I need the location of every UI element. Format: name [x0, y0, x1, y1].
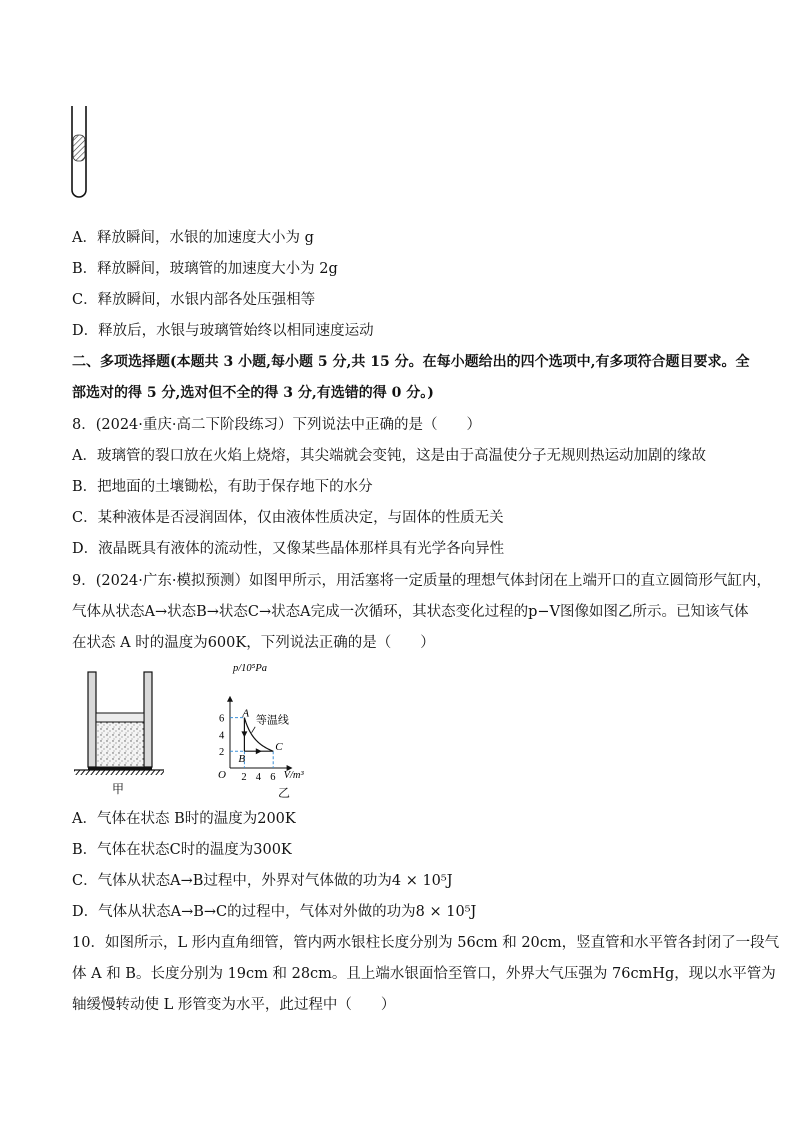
q9-option-b: B．气体在状态C时的温度为300K — [72, 842, 292, 858]
pv-chart — [206, 660, 376, 786]
q8-stem: 8．(2024·重庆·高二下阶段练习）下列说法中正确的是（ ） — [72, 417, 481, 433]
x-axis-label: V/m³ — [283, 770, 304, 781]
isotherm-label: 等温线 — [255, 714, 289, 727]
q9-stem-line3: 在状态 A 时的温度为600K，下列说法正确的是（ ） — [72, 635, 435, 651]
q7-option-d: D．释放后，水银与玻璃管始终以相同速度运动 — [72, 323, 374, 339]
x-tick-label: 6 — [270, 772, 276, 783]
q8-option-b: B．把地面的土壤锄松，有助于保存地下的水分 — [72, 479, 373, 495]
figure-yi-label: 乙 — [278, 786, 291, 800]
arrow-b-c — [256, 748, 262, 754]
point-label-a: A — [242, 707, 250, 720]
origin-label: O — [218, 769, 226, 781]
section2-heading-line1: 二、多项选择题(本题共 3 小题,每小题 5 分,共 15 分。在每小题给出的四个选项中,有多项符合题目要求。全 — [72, 354, 750, 370]
point-label-c: C — [275, 741, 283, 754]
test-tube-figure — [64, 104, 94, 204]
q7-option-b: B．释放瞬间，玻璃管的加速度大小为 2g — [72, 261, 338, 277]
q9-option-d: D．气体从状态A→B→C的过程中，气体对外做的功为8 × 10⁵J — [72, 904, 477, 920]
q9-option-c: C．气体从状态A→B过程中，外界对气体做的功为4 × 10⁵J — [72, 873, 453, 889]
q8-option-a: A．玻璃管的裂口放在火焰上烧熔，其尖端就会变钝，这是由于高温使分子无规则热运动加剧的缘故 — [72, 448, 706, 464]
x-tick-label: 2 — [241, 772, 247, 783]
isotherm-label-pointer — [252, 727, 256, 733]
y-axis-label: p/10⁵Pa — [233, 663, 267, 674]
q8-option-d: D．液晶既具有液体的流动性，又像某些晶体那样具有光学各向异性 — [72, 541, 505, 557]
figure-jia-label: 甲 — [112, 782, 125, 796]
q10-stem-line3: 轴缓慢转动使 L 形管变为水平，此过程中（ ） — [72, 997, 396, 1013]
point-label-b: B — [238, 753, 246, 766]
y-tick-label: 2 — [219, 747, 225, 759]
section2-heading-line2: 部选对的得 5 分,选对但不全的得 3 分,有选错的得 0 分。) — [72, 385, 434, 401]
x-tick-label: 4 — [255, 772, 262, 783]
q8-option-c: C．某种液体是否浸润固体，仅由液体性质决定，与固体的性质无关 — [72, 510, 504, 526]
chart-labels — [218, 663, 305, 783]
q9-option-a: A．气体在状态 B时的温度为200K — [72, 811, 296, 827]
q7-option-c: C．释放瞬间，水银内部各处压强相等 — [72, 292, 316, 308]
q10-stem-line2: 体 A 和 B。长度分别为 19cm 和 28cm。且上端水银面恰至管口，外界大气压强为 76cmHg，现以水平管为 — [72, 966, 776, 982]
cylinder-figure — [70, 668, 170, 796]
q9-stem-line2: 气体从状态A→状态B→状态C→状态A完成一次循环，其状态变化过程的p−V图像如图乙所示。已知该气体 — [72, 604, 749, 620]
arrow-a-b — [241, 731, 247, 737]
q9-stem-line1: 9．(2024·广东·模拟预测）如图甲所示，用活塞将一定质量的理想气体封闭在上端开口的直立圆筒形气缸内， — [72, 573, 771, 589]
y-tick-label: 4 — [219, 730, 225, 742]
q10-stem-line1: 10．如图所示，L 形内直角细管，管内两水银柱长度分别为 56cm 和 20cm，竖直管和水平管各封闭了一段气 — [72, 935, 780, 951]
q7-option-a: A．释放瞬间，水银的加速度大小为 g — [72, 230, 314, 246]
y-tick-label: 6 — [219, 713, 225, 725]
